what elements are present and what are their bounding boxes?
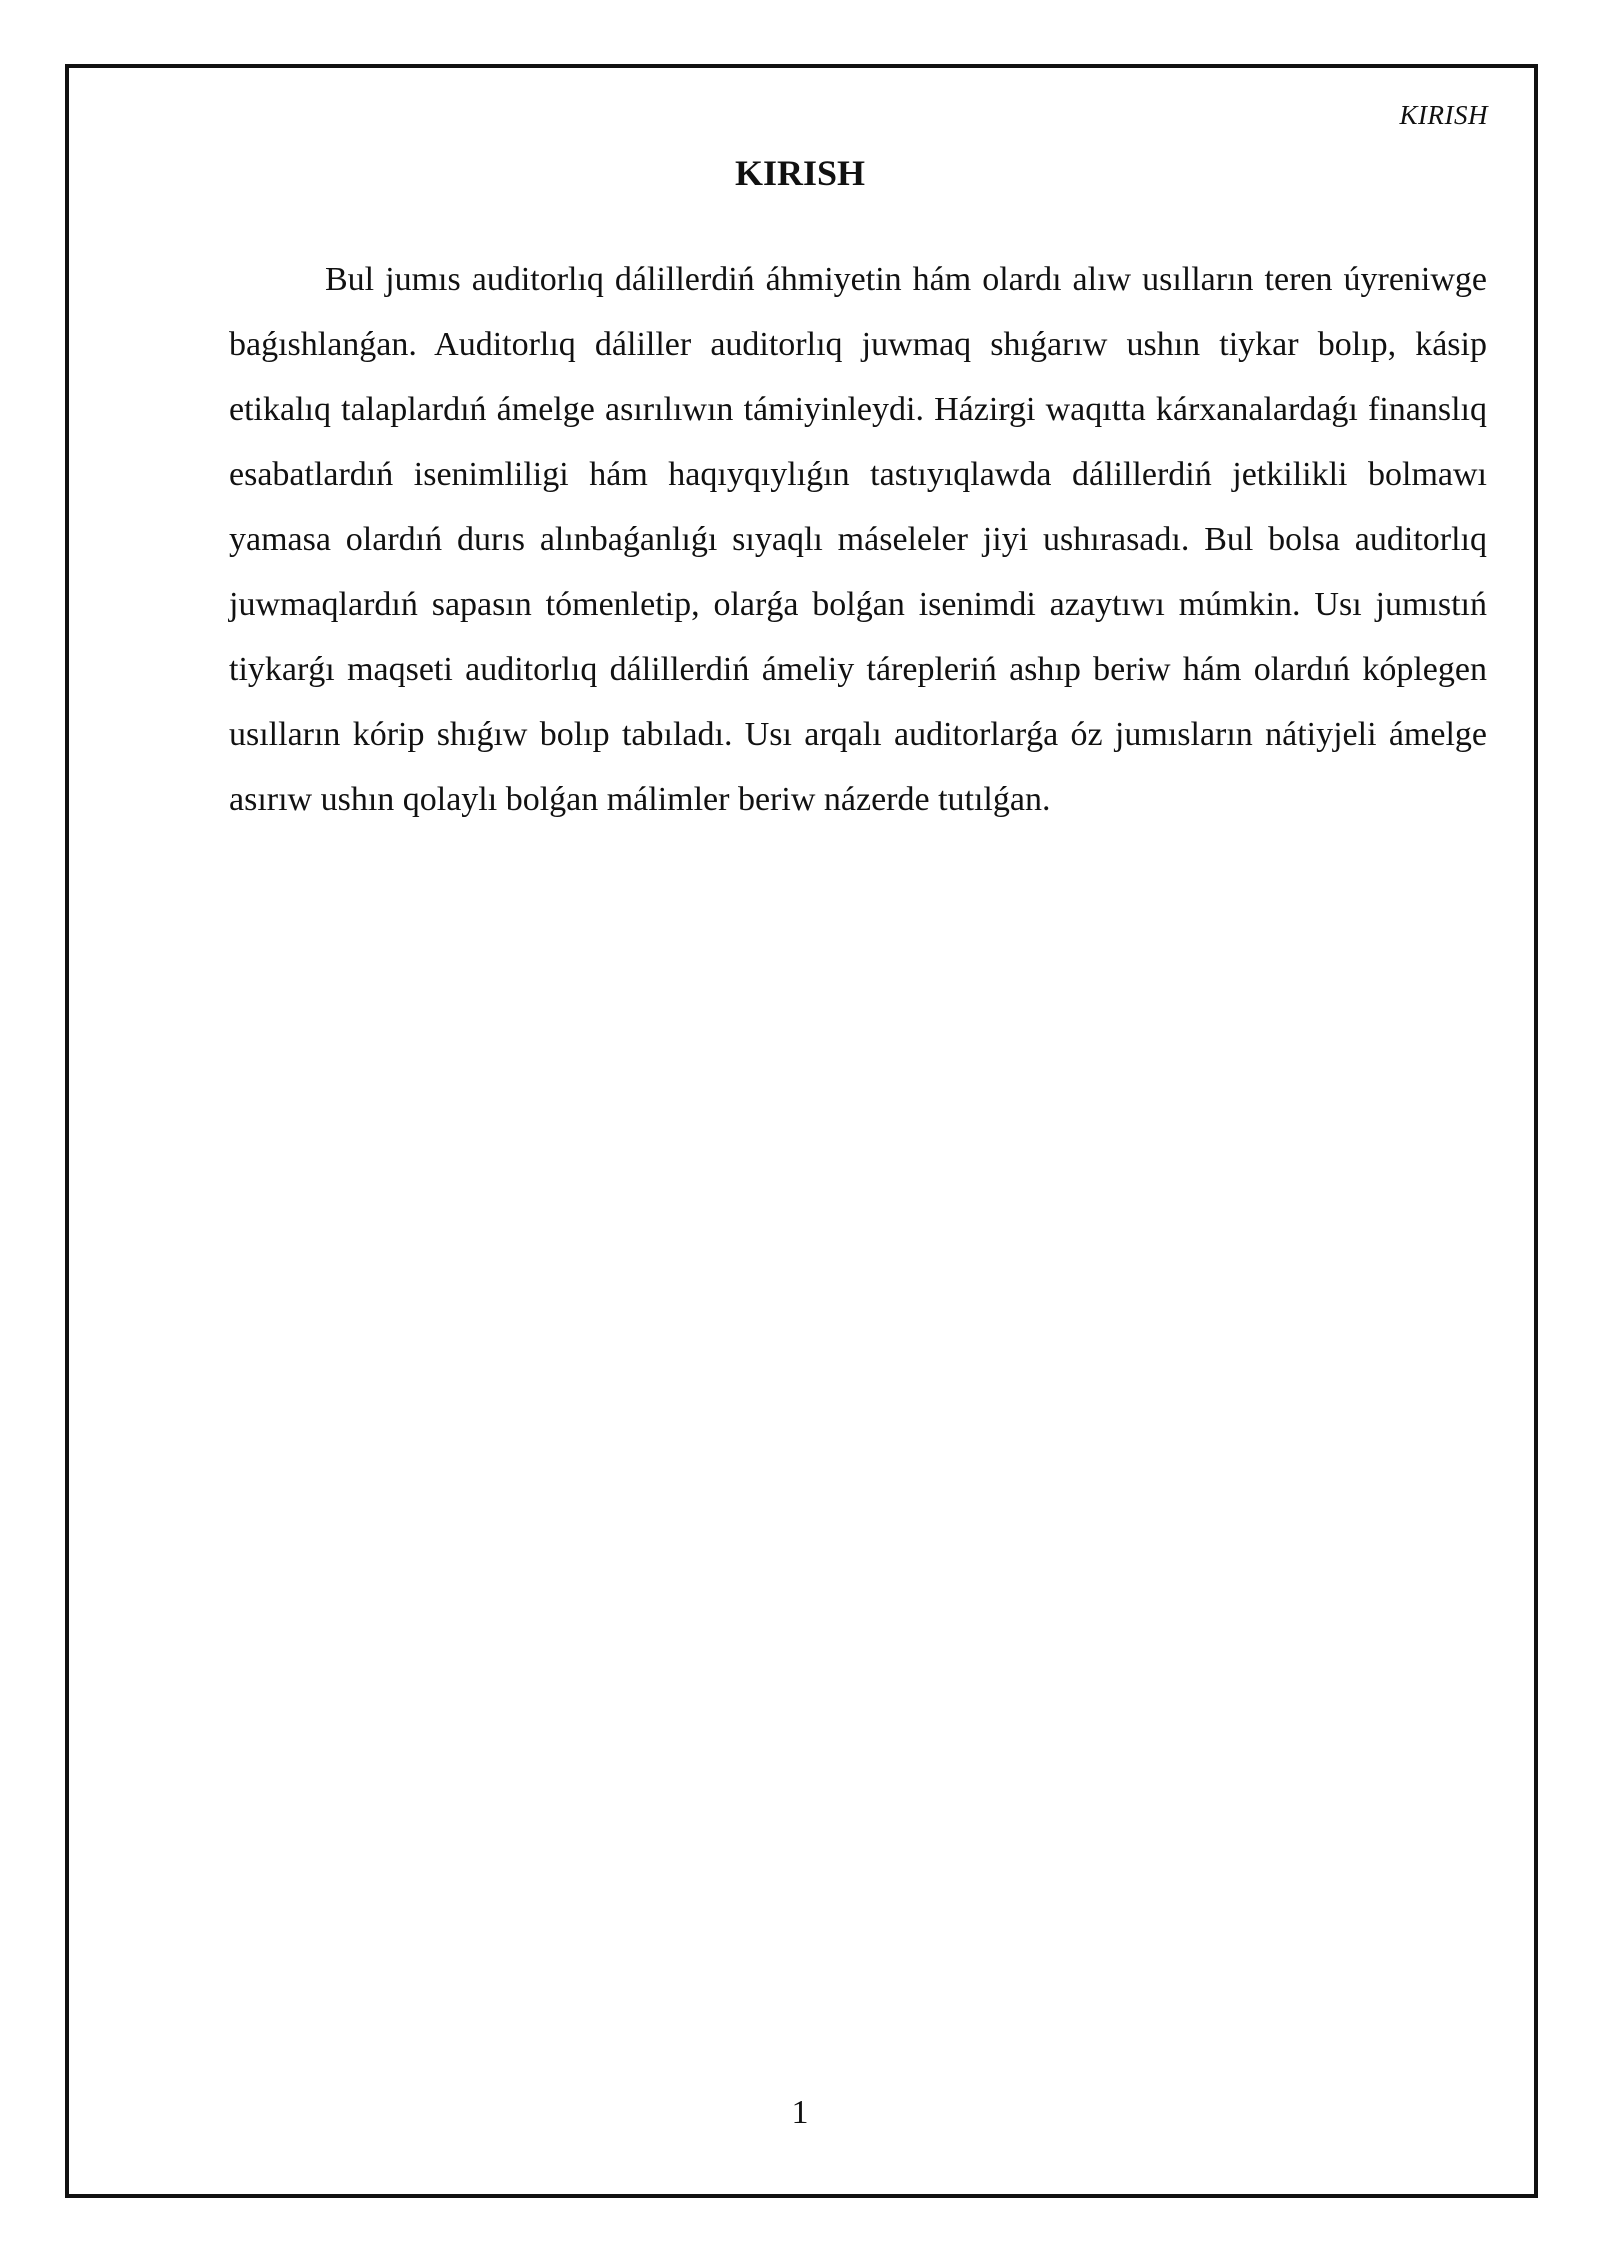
page-title: KIRISH	[734, 153, 866, 193]
body-paragraph: Bul jumıs auditorlıq dálillerdiń áhmiyetin hám olardı alıw usılların teren úyreniwge baǵıshlanǵan. Auditorlıq dáliller auditorlıq juwmaq shıǵarıw ushın tiykar bolıp, kásip etikalıq talaplardıń ámelge asırılıwın támiyinleydi. Házirgi waqıtta kárxanalardaǵı finanslıq esabatlardıń isenimliligi hám haqıyqıylıǵın tastıyıqlawda dálillerdiń jetkilikli bolmawı yamasa olardıń durıs alınbaǵanlıǵı sıyaqlı máseleler jiyi ushırasadı. Bul bolsa auditorlıq juwmaqlardıń sapasın tómenletip, olarǵa bolǵan isenimdi azaytıwı múmkin. Usı jumıstıń tiykarǵı maqseti auditorlıq dálillerdiń ámeliy tárepleriń ashıp beriw hám olardıń kóplegen usılların kórip shıǵıw bolıp tabıladı. Usı arqalı auditorlarǵa óz jumısların nátiyjeli ámelge asırıw ushın qolaylı bolǵan málimler beriw názerde tutılǵan.	[229, 261, 1487, 818]
page-number: 1	[791, 2094, 809, 2131]
running-header: KIRISH	[1399, 100, 1488, 130]
